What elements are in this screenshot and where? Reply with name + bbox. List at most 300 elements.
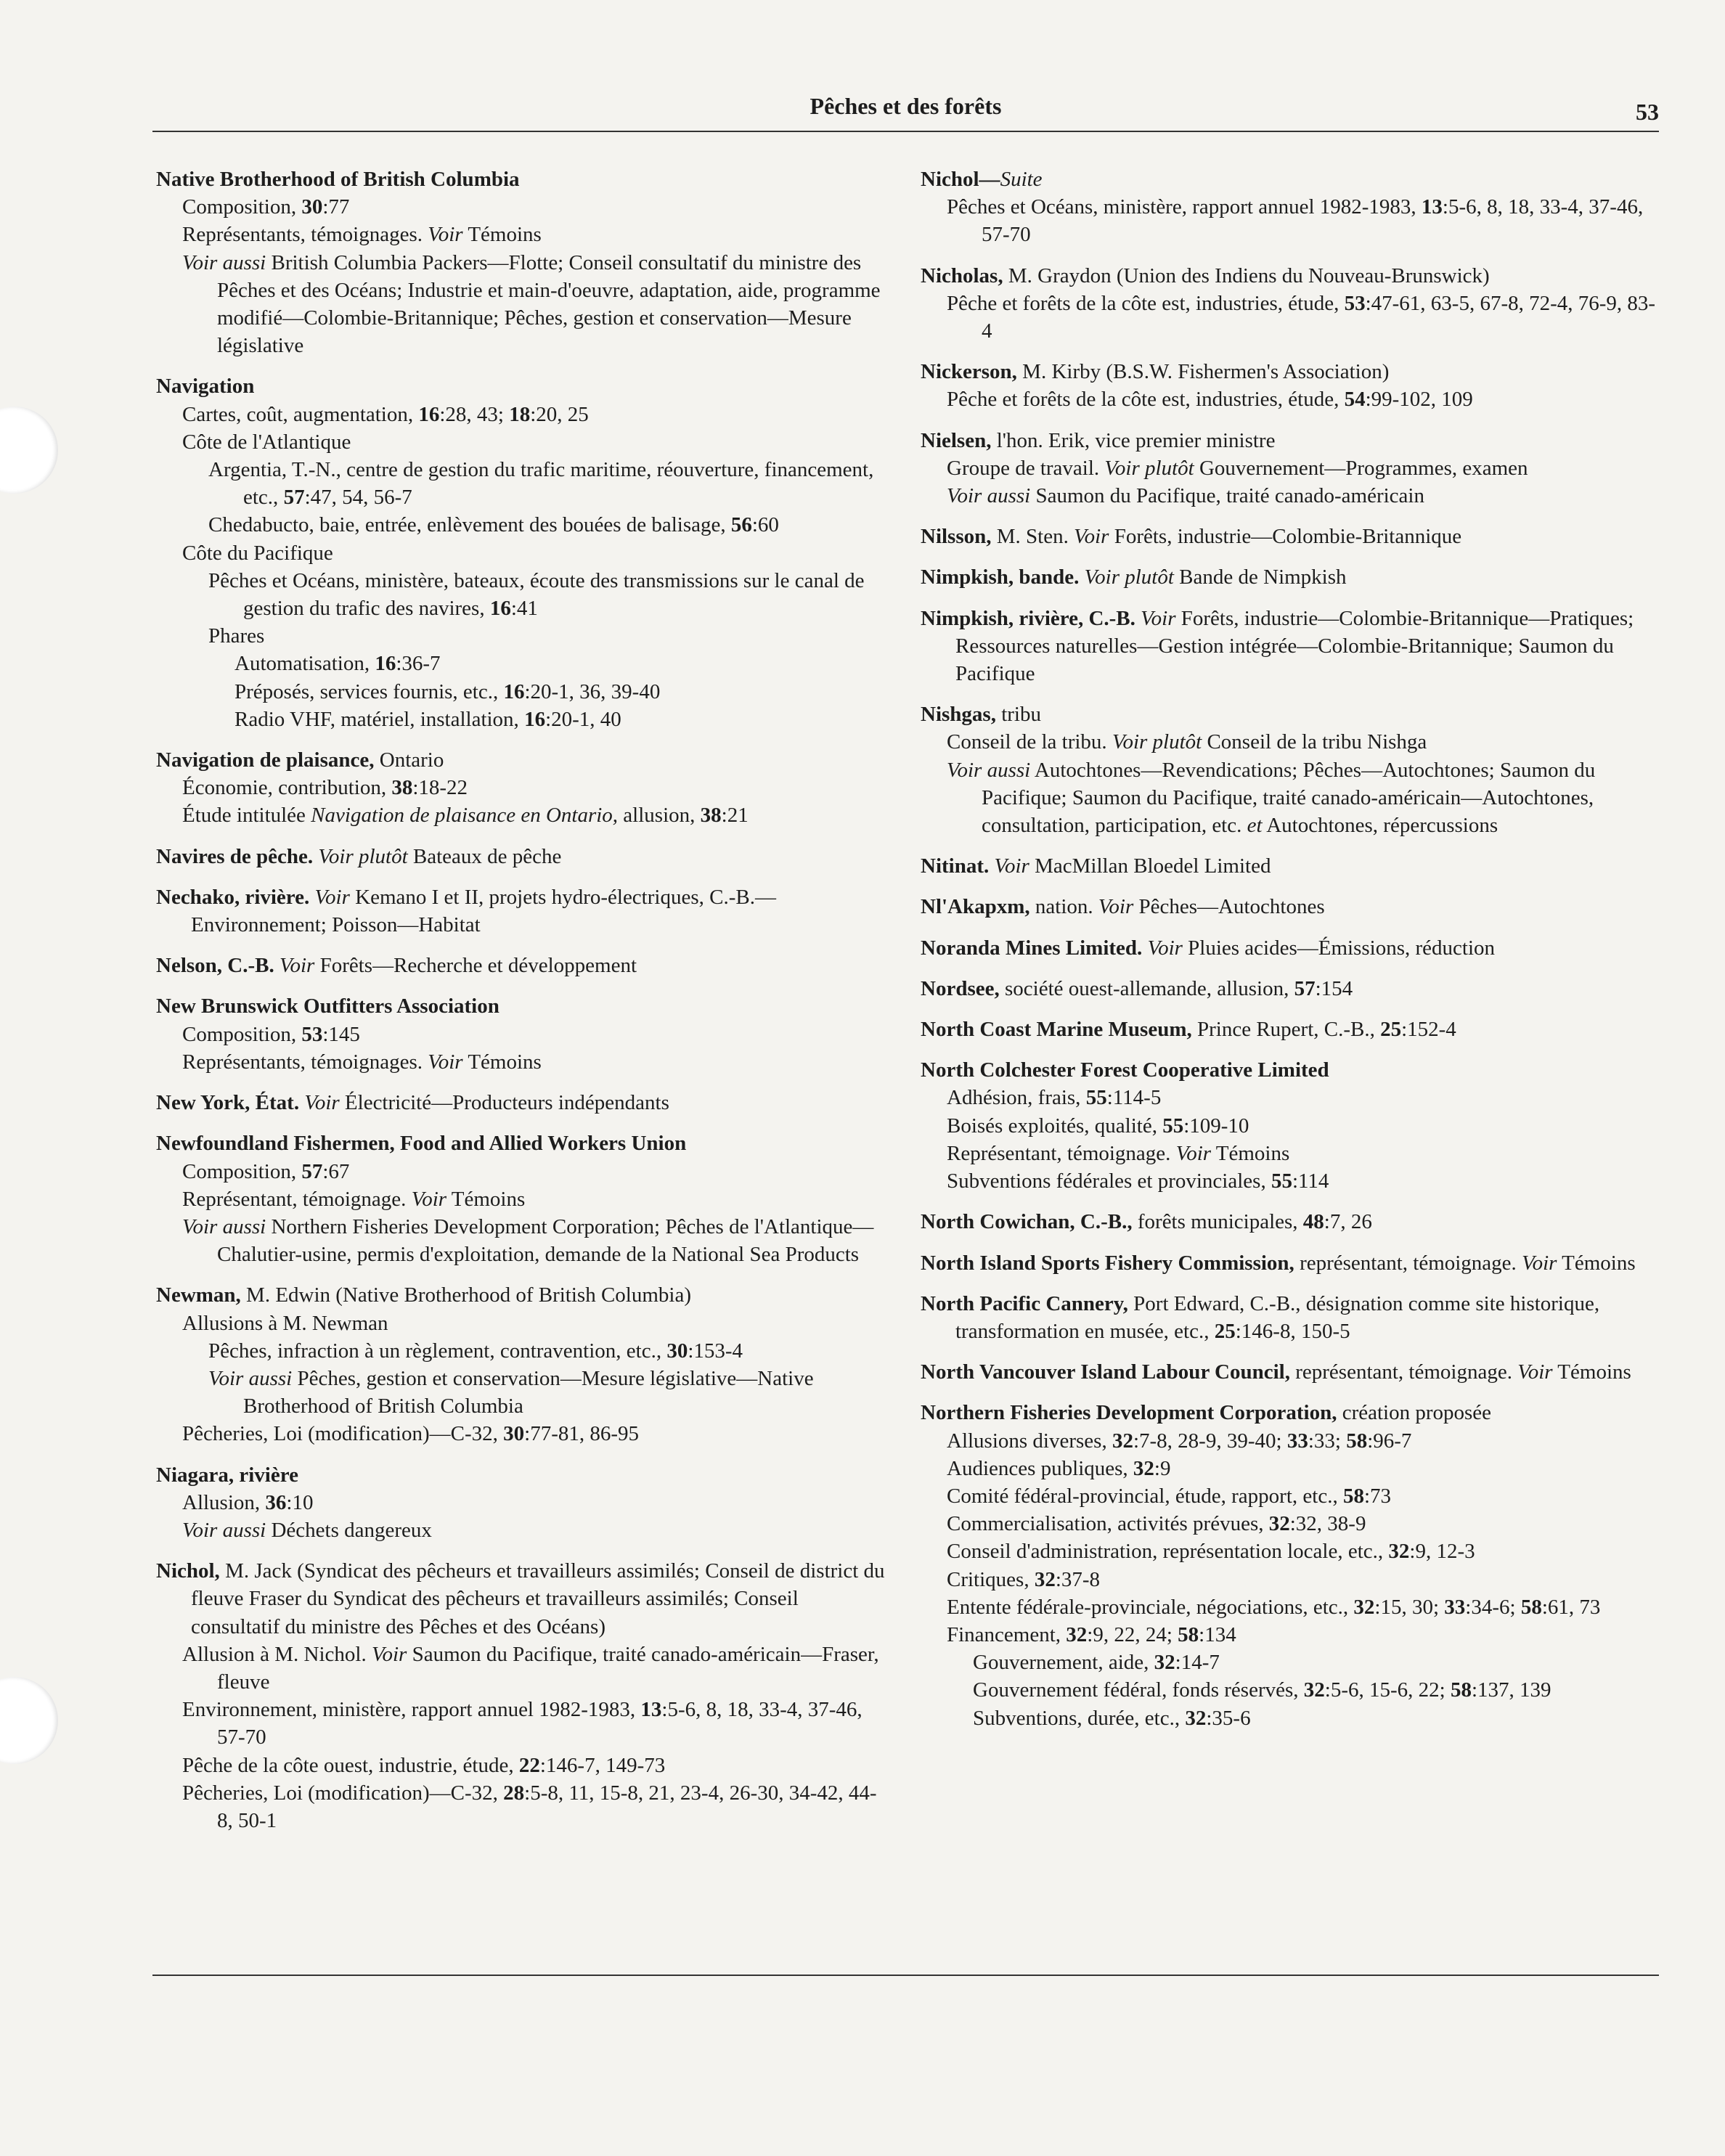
- volume-number: 16: [375, 652, 396, 676]
- entry-text: :34-6;: [1465, 1595, 1521, 1619]
- index-subentry: [182, 1185, 889, 1213]
- index-entry-heading: [921, 1056, 1661, 1084]
- entry-text: :96-7: [1367, 1429, 1412, 1453]
- volume-number: 32: [1034, 1567, 1056, 1591]
- index-entry: [921, 563, 1661, 591]
- entry-text: Représentant, témoignage.: [947, 1141, 1176, 1165]
- entry-text: :32, 38-9: [1289, 1512, 1366, 1536]
- index-entry-heading: [921, 701, 1661, 728]
- index-entry-heading: [921, 605, 1661, 688]
- entry-text: représentant, témoignage.: [1294, 1251, 1522, 1275]
- index-entry: [921, 358, 1661, 413]
- entry-text: :7-8, 28-9, 39-40;: [1133, 1429, 1287, 1453]
- index-subentry: [182, 401, 889, 428]
- entry-text: M. Graydon (Union des Indiens du Nouveau-Brunswick): [1003, 264, 1490, 287]
- entry-text: [274, 954, 280, 977]
- index-subentry: [947, 1593, 1661, 1621]
- index-term: Noranda Mines Limited.: [921, 936, 1143, 960]
- index-subentry: [973, 1649, 1661, 1676]
- index-entry-heading: [156, 1130, 889, 1157]
- index-subentry: [235, 678, 889, 706]
- index-term-qualifier: Ontario: [374, 748, 444, 772]
- volume-number: 32: [1388, 1540, 1410, 1564]
- entry-text: [989, 854, 994, 878]
- volume-number: 16: [503, 679, 525, 703]
- index-entry-heading: [156, 1281, 889, 1309]
- entry-text: Bateaux de pêche: [407, 844, 562, 868]
- index-entry-heading: [156, 1461, 889, 1489]
- entry-text: Pêches, infraction à un règlement, contravention, etc.,: [208, 1339, 667, 1363]
- entry-text: :146-7, 149-73: [539, 1753, 666, 1777]
- page-header: [152, 93, 1659, 132]
- index-entry: [156, 372, 889, 733]
- volume-number: 57: [1294, 976, 1316, 1000]
- entry-text: :20, 25: [530, 402, 589, 426]
- index-entry: [921, 1290, 1661, 1345]
- entry-text: Composition,: [182, 195, 302, 219]
- volume-number: 53: [301, 1022, 323, 1046]
- index-entry-heading: [921, 563, 1661, 591]
- entry-text: Radio VHF, matériel, installation,: [235, 707, 525, 731]
- index-subentry: [973, 1676, 1661, 1704]
- index-subentry: [182, 193, 889, 221]
- index-subentry: [947, 1427, 1661, 1455]
- index-term: Navigation: [156, 375, 255, 399]
- entry-text: Adhésion, frais,: [947, 1086, 1086, 1110]
- entry-text: Étude intitulée: [182, 804, 311, 828]
- index-subentry: [182, 1048, 889, 1076]
- entry-text: :5-6, 8, 18, 33-4, 37-46, 57-70: [217, 1698, 862, 1749]
- entry-text: Témoins: [462, 1050, 542, 1074]
- index-term: New York, État.: [156, 1091, 300, 1115]
- binder-hole-top: [0, 407, 58, 494]
- entry-text: Northern Fisheries Development Corporation; Pêches de l'Atlantique—Chalutier-usine, permis d'exploitation, demande de la National Sea Products: [217, 1214, 874, 1267]
- footer-rule: [152, 1975, 1659, 1976]
- volume-number: 53: [1344, 291, 1366, 315]
- cross-reference-keyword: Voir aussi: [947, 484, 1031, 508]
- entry-text: Comité fédéral-provincial, étude, rapport, etc.,: [947, 1484, 1343, 1508]
- volume-number: 36: [265, 1490, 287, 1514]
- entry-text: Allusions à M. Newman: [182, 1311, 388, 1335]
- binder-hole-bottom: [0, 1677, 58, 1764]
- index-subentry: [947, 728, 1661, 756]
- index-term: Nishgas,: [921, 703, 996, 727]
- index-entry: [921, 427, 1661, 510]
- index-entry-heading: [921, 262, 1661, 290]
- cross-reference-keyword: Voir plutôt: [318, 844, 408, 868]
- index-subentry: [947, 290, 1661, 345]
- index-entry-heading: [156, 1089, 889, 1116]
- index-subentry: [947, 1167, 1661, 1195]
- entry-text: Côte du Pacifique: [182, 541, 333, 565]
- index-subentry: [947, 482, 1661, 510]
- entry-text: Allusions diverses,: [947, 1429, 1112, 1453]
- volume-number: 48: [1302, 1210, 1324, 1234]
- index-subentry: [973, 1704, 1661, 1732]
- index-subentry: [947, 756, 1661, 840]
- entry-text: :137, 139: [1471, 1678, 1551, 1702]
- index-entry: [921, 934, 1661, 962]
- entry-text: :9, 12-3: [1409, 1540, 1475, 1564]
- index-entry-heading: [921, 1358, 1661, 1386]
- index-subentry: [208, 567, 889, 622]
- index-term: New Brunswick Outfitters Association: [156, 995, 499, 1018]
- entry-text: Pêche de la côte ouest, industrie, étude,: [182, 1753, 519, 1777]
- cross-reference-keyword: Voir plutôt: [1112, 730, 1202, 754]
- cross-reference-keyword: Voir: [304, 1091, 340, 1115]
- entry-text: Pluies acides—Émissions, réduction: [1182, 936, 1496, 960]
- index-entry-heading: [921, 934, 1661, 962]
- index-subentry: [182, 1420, 889, 1447]
- entry-text: :146-8, 150-5: [1235, 1319, 1350, 1343]
- cross-reference-keyword: Voir: [279, 954, 315, 978]
- index-subentry: [182, 1021, 889, 1048]
- volume-number: 16: [489, 597, 511, 621]
- entry-text: Conseil d'administration, représentation locale, etc.,: [947, 1540, 1389, 1564]
- entry-text: Composition,: [182, 1022, 302, 1046]
- entry-text: [1142, 936, 1147, 960]
- entry-text: société ouest-allemande, allusion,: [999, 976, 1294, 1000]
- index-entry: [156, 1089, 889, 1116]
- entry-text: :114: [1292, 1169, 1329, 1193]
- index-subentry: [182, 1696, 889, 1751]
- volume-number: 16: [524, 707, 546, 731]
- index-term: North Vancouver Island Labour Council,: [921, 1360, 1290, 1384]
- entry-text: :67: [322, 1159, 350, 1183]
- entry-text: Argentia, T.-N., centre de gestion du trafic maritime, réouverture, financement, etc.,: [208, 458, 874, 510]
- entry-text: Gouvernement, aide,: [973, 1651, 1154, 1675]
- entry-text: Groupe de travail.: [947, 456, 1105, 480]
- volume-number: 22: [518, 1753, 540, 1777]
- cross-reference-keyword: Navigation de plaisance en Ontario,: [311, 804, 619, 828]
- index-entry: [921, 975, 1661, 1003]
- cross-reference-keyword: Voir aussi: [182, 1518, 266, 1542]
- entry-text: Phares: [208, 624, 265, 648]
- entry-text: Environnement, ministère, rapport annuel 1982-1983,: [182, 1698, 641, 1722]
- entry-text: Témoins: [1211, 1141, 1290, 1165]
- index-entry: [921, 1056, 1661, 1195]
- index-subentry: [208, 1365, 889, 1420]
- index-term: Nitinat.: [921, 854, 990, 878]
- page-number: 53: [1636, 99, 1659, 125]
- index-subentry: [182, 1158, 889, 1185]
- index-entry: [156, 746, 889, 830]
- entry-text: :77-81, 86-95: [524, 1422, 640, 1446]
- index-subentry: [182, 1779, 889, 1834]
- cross-reference-keyword: Voir: [1175, 1141, 1212, 1165]
- cross-reference-keyword: Suite: [1000, 168, 1043, 191]
- index-subentry: [947, 1621, 1661, 1649]
- entry-text: Prince Rupert, C.-B.,: [1191, 1018, 1381, 1042]
- entry-text: :60: [751, 513, 779, 537]
- cross-reference-keyword: Voir aussi: [208, 1366, 293, 1390]
- entry-text: Pêches, gestion et conservation—Mesure législative—Native Brotherhood of British Columbia: [243, 1366, 814, 1418]
- entry-text: Allusion à M. Nichol.: [182, 1642, 372, 1666]
- index-subentry: [947, 1538, 1661, 1565]
- volume-number: 33: [1444, 1595, 1466, 1619]
- entry-text: :47, 54, 56-7: [304, 486, 412, 510]
- index-entry-heading: [156, 952, 889, 979]
- entry-text: Chedabucto, baie, entrée, enlèvement des bouées de balisage,: [208, 513, 731, 537]
- entry-text: [309, 886, 314, 909]
- entry-text: nation.: [1029, 895, 1098, 919]
- entry-text: :77: [322, 195, 350, 219]
- entry-text: Entente fédérale-provinciale, négociations, etc.,: [947, 1595, 1354, 1619]
- index-entry: [156, 1130, 889, 1268]
- volume-number: 58: [1346, 1429, 1368, 1453]
- entry-text: MacMillan Bloedel Limited: [1029, 854, 1271, 878]
- index-entry-heading: [156, 746, 889, 774]
- index-term: Nichol—: [921, 168, 1000, 191]
- cross-reference-keyword: Voir: [1098, 895, 1134, 919]
- volume-number: 32: [1268, 1512, 1290, 1536]
- volume-number: 25: [1214, 1319, 1236, 1343]
- cross-reference-keyword: Voir: [428, 1050, 463, 1074]
- entry-text: Saumon du Pacifique, traité canado-américain—Fraser, fleuve: [217, 1642, 879, 1694]
- volume-number: 55: [1271, 1169, 1292, 1193]
- index-entry: [921, 852, 1661, 880]
- cross-reference-keyword: Voir: [372, 1642, 407, 1666]
- index-entry: [921, 893, 1661, 920]
- entry-text: :9: [1154, 1456, 1171, 1480]
- index-subentry: [182, 221, 889, 248]
- entry-text: création proposée: [1337, 1401, 1492, 1425]
- entry-text: Autochtones—Revendications; Pêches—Autochtones; Saumon du Pacifique; Saumon du Pacifique, traité canado-américain—Autochtones, consultation, participation, etc.: [982, 758, 1596, 838]
- entry-text: Cartes, coût, augmentation,: [182, 402, 419, 426]
- index-subentry: [947, 1566, 1661, 1593]
- entry-text: Pêche et forêts de la côte est, industries, étude,: [947, 291, 1345, 315]
- index-subentry: [947, 1455, 1661, 1482]
- volume-number: 32: [1066, 1622, 1088, 1646]
- entry-text: Audiences publiques,: [947, 1456, 1133, 1480]
- index-subentry: [208, 456, 889, 511]
- index-term: Nimpkish, rivière, C.-B.: [921, 606, 1135, 630]
- volume-number: 32: [1112, 1429, 1133, 1453]
- entry-text: :61, 73: [1541, 1595, 1601, 1619]
- entry-text: Pêche et forêts de la côte est, industries, étude,: [947, 388, 1345, 412]
- volume-number: 18: [509, 402, 531, 426]
- index-entry-heading: [921, 427, 1661, 454]
- cross-reference-keyword: et: [1247, 814, 1263, 838]
- entry-text: Témoins: [1557, 1251, 1636, 1275]
- index-subentry: [182, 774, 889, 801]
- index-entry-heading: [921, 1208, 1661, 1236]
- entry-text: Composition,: [182, 1159, 302, 1183]
- index-term: Nechako, rivière.: [156, 885, 310, 909]
- entry-text: :145: [322, 1022, 360, 1046]
- cross-reference-keyword: Voir: [1517, 1360, 1553, 1384]
- entry-text: :134: [1199, 1622, 1236, 1646]
- entry-text: British Columbia Packers—Flotte; Conseil consultatif du ministre des Pêches et des Océans; Industrie et main-d'oeuvre, adaptation, aide, programme modifié—Colombie-Britannique; Pêches, gestion et conservation—Mesure législative: [217, 250, 881, 358]
- entry-text: Représentants, témoignages.: [182, 223, 428, 247]
- volume-number: 13: [1421, 195, 1443, 219]
- volume-number: 30: [301, 195, 323, 219]
- entry-text: :114-5: [1106, 1086, 1162, 1110]
- volume-number: 32: [1185, 1706, 1207, 1730]
- volume-number: 30: [503, 1422, 525, 1446]
- index-entry: [156, 166, 889, 359]
- index-column-right: [921, 166, 1661, 1745]
- index-subentry: [182, 801, 889, 829]
- volume-number: 32: [1133, 1456, 1154, 1480]
- entry-text: Pêcheries, Loi (modification)—C-32,: [182, 1781, 504, 1805]
- index-column-left: [156, 166, 889, 1847]
- volume-number: 57: [301, 1159, 323, 1183]
- index-entry-heading: [156, 1557, 889, 1641]
- entry-text: :154: [1315, 976, 1353, 1000]
- cross-reference-keyword: Voir aussi: [947, 758, 1031, 782]
- entry-text: Pêches et Océans, ministère, rapport annuel 1982-1983,: [947, 195, 1422, 219]
- entry-text: Côte de l'Atlantique: [182, 430, 351, 454]
- index-subentry: [182, 428, 889, 456]
- entry-text: M. Kirby (B.S.W. Fishermen's Association): [1016, 360, 1390, 384]
- entry-text: :10: [286, 1490, 314, 1514]
- volume-number: 32: [1353, 1595, 1375, 1619]
- volume-number: 58: [1450, 1678, 1472, 1702]
- index-entry-heading: [156, 843, 889, 870]
- index-subentry: [182, 249, 889, 360]
- entry-text: Financement,: [947, 1622, 1067, 1646]
- entry-text: Gouvernement fédéral, fonds réservés,: [973, 1678, 1304, 1702]
- cross-reference-keyword: Voir aussi: [182, 1214, 266, 1238]
- cross-reference-keyword: Voir: [1522, 1251, 1557, 1275]
- entry-text: l'hon. Erik, vice premier ministre: [991, 428, 1276, 452]
- index-entry-heading: [921, 523, 1661, 550]
- index-subentry: [947, 1084, 1661, 1111]
- index-term: North Cowichan, C.-B.,: [921, 1210, 1133, 1234]
- volume-number: 13: [640, 1698, 662, 1722]
- volume-number: 32: [1154, 1651, 1175, 1675]
- cross-reference-keyword: Voir: [1147, 936, 1183, 960]
- entry-text: :15, 30;: [1374, 1595, 1445, 1619]
- cross-reference-keyword: Voir: [411, 1187, 447, 1211]
- entry-text: :5-6, 15-6, 22;: [1324, 1678, 1451, 1702]
- entry-text: :20-1, 40: [545, 707, 621, 731]
- index-entry: [921, 523, 1661, 550]
- entry-text: Port Edward, C.-B., désignation comme site historique, transformation en musée, etc.,: [955, 1291, 1600, 1343]
- entry-text: Saumon du Pacifique, traité canado-américain: [1030, 484, 1424, 508]
- volume-number: 55: [1162, 1114, 1184, 1138]
- index-entry: [921, 605, 1661, 688]
- index-subentry: [947, 385, 1661, 413]
- volume-number: 55: [1085, 1086, 1107, 1110]
- index-subentry: [947, 1482, 1661, 1510]
- index-entry-heading: [921, 975, 1661, 1003]
- entry-text: Conseil de la tribu Nishga: [1202, 730, 1427, 754]
- index-term: Nicholas,: [921, 264, 1003, 287]
- cross-reference-keyword: Voir plutôt: [1104, 456, 1194, 480]
- entry-text: :28, 43;: [439, 402, 510, 426]
- entry-text: :152-4: [1401, 1018, 1456, 1042]
- index-entry-heading: [921, 1399, 1661, 1426]
- entry-text: M. Jack (Syndicat des pêcheurs et travailleurs assimilés; Conseil de district du fleuve Fraser du Syndicat des pêcheurs et travailleurs assimilés; Conseil consultatif du ministre des Pêches et des Océans): [191, 1559, 885, 1638]
- index-entry: [156, 1281, 889, 1447]
- index-subentry: [235, 650, 889, 677]
- index-subentry: [235, 706, 889, 733]
- entry-text: :18-22: [412, 776, 468, 800]
- index-subentry: [208, 511, 889, 539]
- volume-number: 28: [503, 1781, 525, 1805]
- entry-text: :109-10: [1183, 1114, 1249, 1138]
- volume-number: 38: [700, 804, 722, 828]
- entry-text: Subventions, durée, etc.,: [973, 1706, 1186, 1730]
- entry-text: tribu: [995, 703, 1041, 727]
- entry-text: :7, 26: [1324, 1210, 1372, 1234]
- entry-text: :5-8, 11, 15-8, 21, 23-4, 26-30, 34-42, 44-8, 50-1: [217, 1781, 877, 1832]
- volume-number: 25: [1380, 1018, 1402, 1042]
- index-entry: [921, 166, 1661, 249]
- entry-text: Électricité—Producteurs indépendants: [339, 1091, 669, 1115]
- entry-text: :37-8: [1055, 1567, 1101, 1591]
- entry-text: :20-1, 36, 39-40: [524, 679, 661, 703]
- entry-text: :9, 22, 24;: [1087, 1622, 1178, 1646]
- entry-text: Déchets dangereux: [266, 1518, 432, 1542]
- index-subentry: [208, 622, 889, 650]
- entry-text: [1079, 565, 1084, 589]
- index-term: Native Brotherhood of British Columbia: [156, 168, 520, 191]
- volume-number: 58: [1342, 1484, 1364, 1508]
- index-entry: [156, 883, 889, 939]
- entry-text: Allusion,: [182, 1490, 266, 1514]
- entry-text: :99-102, 109: [1365, 388, 1473, 412]
- entry-text: :33;: [1308, 1429, 1347, 1453]
- cross-reference-keyword: Voir: [314, 885, 350, 909]
- entry-text: Automatisation,: [235, 652, 375, 676]
- index-entry-heading: [921, 852, 1661, 880]
- entry-text: Subventions fédérales et provinciales,: [947, 1169, 1271, 1193]
- entry-text: Forêts—Recherche et développement: [314, 954, 637, 978]
- index-term: Navires de pêche.: [156, 844, 314, 868]
- entry-text: :41: [510, 597, 538, 621]
- index-subentry: [947, 1112, 1661, 1140]
- page-title: Pêches et des forêts: [810, 93, 1002, 119]
- index-term: Nielsen,: [921, 428, 992, 452]
- volume-number: 30: [666, 1339, 688, 1363]
- index-subentry: [182, 1752, 889, 1779]
- entry-text: Représentants, témoignages.: [182, 1050, 428, 1074]
- entry-text: :47-61, 63-5, 67-8, 72-4, 76-9, 83-4: [982, 291, 1656, 343]
- index-subentry: [947, 454, 1661, 482]
- index-subentry: [947, 193, 1661, 248]
- entry-text: Pêcheries, Loi (modification)—C-32,: [182, 1422, 504, 1446]
- entry-text: :35-6: [1206, 1706, 1251, 1730]
- entry-text: Préposés, services fournis, etc.,: [235, 679, 504, 703]
- volume-number: 57: [283, 486, 305, 510]
- index-subentry: [182, 1489, 889, 1516]
- volume-number: 33: [1286, 1429, 1308, 1453]
- index-term: Nelson, C.-B.: [156, 954, 274, 978]
- index-term: North Island Sports Fishery Commission,: [921, 1251, 1294, 1275]
- cross-reference-keyword: Voir: [1074, 525, 1109, 549]
- entry-text: Bande de Nimpkish: [1173, 565, 1347, 589]
- entry-text: :14-7: [1175, 1651, 1220, 1675]
- index-entry: [921, 701, 1661, 839]
- index-subentry: [182, 1310, 889, 1337]
- cross-reference-keyword: Voir aussi: [182, 250, 266, 274]
- entry-text: Boisés exploités, qualité,: [947, 1114, 1163, 1138]
- index-term: North Colchester Forest Cooperative Limited: [921, 1058, 1329, 1082]
- entry-text: :21: [721, 804, 749, 828]
- index-entry: [156, 992, 889, 1076]
- cross-reference-keyword: Voir: [428, 223, 463, 247]
- entry-text: représentant, témoignage.: [1289, 1360, 1518, 1384]
- volume-number: 54: [1344, 388, 1366, 412]
- index-entry-heading: [156, 372, 889, 400]
- entry-text: Critiques,: [947, 1567, 1035, 1591]
- entry-text: Représentant, témoignage.: [182, 1187, 412, 1211]
- index-term: North Pacific Cannery,: [921, 1291, 1128, 1315]
- index-entry: [921, 262, 1661, 346]
